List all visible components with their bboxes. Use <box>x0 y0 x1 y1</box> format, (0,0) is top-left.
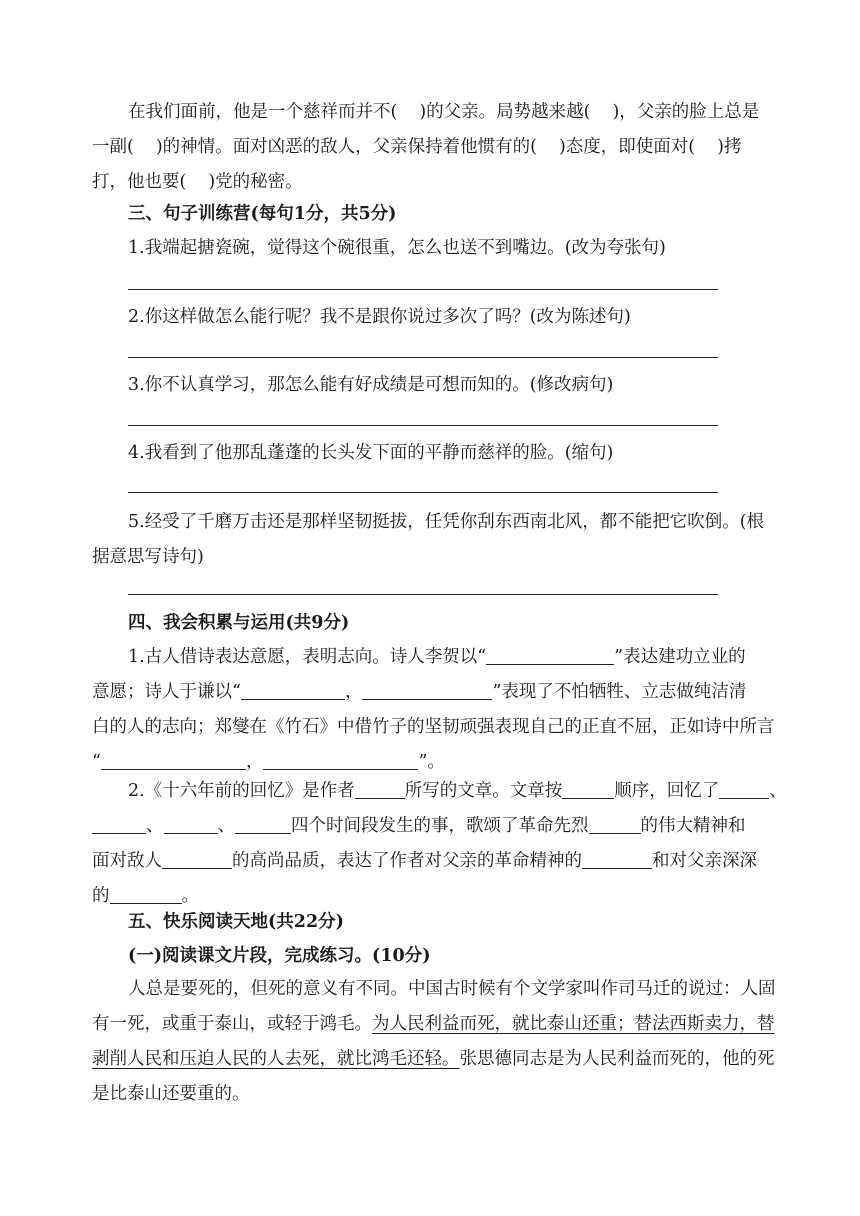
text: 的高尚品质，表达了作者对父亲的革命精神的 <box>232 851 582 871</box>
question-3-4: 4.我看到了他那乱蓬蓬的长头发下面的平静而慈祥的脸。(缩句) <box>128 443 614 463</box>
fill-blank[interactable] <box>92 815 146 834</box>
fill-blank[interactable] <box>101 751 246 770</box>
text: 在我们面前，他是一个慈祥而并不( <box>128 102 398 122</box>
question-4-1 <box>92 640 775 780</box>
answer-line[interactable] <box>128 289 718 290</box>
fill-blank[interactable] <box>241 681 345 700</box>
question-3-5 <box>92 505 768 575</box>
text: 顺序，回忆了 <box>614 781 720 801</box>
fill-blank[interactable] <box>362 681 492 700</box>
text: 据意思写诗句) <box>92 547 204 567</box>
text: 是比泰山还要重的。 <box>92 1084 250 1104</box>
answer-line[interactable] <box>128 492 718 493</box>
text: 的伟大精神和 <box>640 816 746 836</box>
text: )，父亲的脸上总是 <box>612 102 760 122</box>
text: 、 <box>217 816 235 836</box>
text: 打，他也要( <box>92 172 187 192</box>
fill-blank[interactable] <box>562 780 614 799</box>
text: 2.《十六年前的回忆》是作者 <box>128 781 355 801</box>
text: “ <box>92 752 101 772</box>
text: 有一死，或重于泰山，或轻于鸿毛。 <box>92 1014 372 1034</box>
text: 四个时间段发生的事，歌颂了革命先烈 <box>291 816 589 836</box>
text: 、 <box>769 781 787 801</box>
section-3-heading: 三、句子训练营(每句1分，共5分) <box>128 204 397 224</box>
text: 1.古人借诗表达意愿，表明志向。诗人李贺以“ <box>128 647 487 667</box>
fill-blank[interactable] <box>164 815 218 834</box>
text: 所写的文章。文章按 <box>404 781 563 801</box>
text: )的父亲。局势越来越( <box>419 102 591 122</box>
text: 和对父亲深深 <box>652 851 757 871</box>
question-3-2: 2.你这样做怎么能行呢？我不是跟你说过多次了吗？(改为陈述句) <box>128 307 631 327</box>
text: 人总是要死的，但死的意义有不同。中国古时候有个文学家叫作司马迁的说过：人固 <box>128 979 776 999</box>
text: 5.经受了千磨万击还是那样坚韧挺拔，任凭你刮东西南北风，都不能把它吹倒。(根 <box>128 512 765 532</box>
text: 张思德同志是为人民利益而死的，他的死 <box>459 1049 775 1069</box>
intro-paragraph <box>92 95 768 200</box>
answer-line[interactable] <box>128 594 718 595</box>
text: )的神情。面对凶恶的敌人，父亲保持着他惯有的( <box>155 137 537 157</box>
fill-blank[interactable] <box>162 850 232 869</box>
text: 。 <box>181 886 199 906</box>
fill-blank[interactable] <box>719 780 769 799</box>
reading-passage <box>92 972 776 1112</box>
question-3-3: 3.你不认真学习，那怎么能有好成绩是可想而知的。(修改病句) <box>128 375 614 395</box>
fill-blank[interactable] <box>486 646 614 665</box>
fill-blank[interactable] <box>110 885 182 904</box>
text: ， <box>344 682 363 702</box>
fill-blank[interactable] <box>263 751 418 770</box>
text: )拷 <box>717 137 742 157</box>
fill-blank[interactable] <box>355 780 405 799</box>
question-4-2 <box>92 774 787 914</box>
text: 的 <box>92 886 110 906</box>
fill-blank[interactable] <box>582 850 652 869</box>
text: ， <box>245 752 264 772</box>
fill-blank[interactable] <box>235 815 291 834</box>
text: )党的秘密。 <box>208 172 303 192</box>
text: 一副( <box>92 137 134 157</box>
text: )态度，即使面对( <box>558 137 696 157</box>
question-3-1: 1.我端起搪瓷碗，觉得这个碗很重，怎么也送不到嘴边。(改为夸张句) <box>128 238 666 258</box>
subsection-heading: (一)阅读课文片段，完成练习。(10分) <box>128 946 431 966</box>
section-5-heading: 五、快乐阅读天地(共22分) <box>128 912 344 932</box>
answer-line[interactable] <box>128 425 718 426</box>
text: 白的人的志向；郑燮在《竹石》中借竹子的坚韧顽强表现自己的正直不屈，正如诗中所言 <box>92 717 775 737</box>
answer-line[interactable] <box>128 357 718 358</box>
underlined-text: 剥削人民和压迫人民的人去死，就比鸿毛还轻。 <box>92 1049 460 1069</box>
text: ”表达建功立业的 <box>614 647 746 667</box>
text: 意愿；诗人于谦以“ <box>92 682 241 702</box>
section-4-heading: 四、我会积累与运用(共9分) <box>128 613 350 633</box>
text: 面对敌人 <box>92 851 162 871</box>
underlined-text: 为人民利益而死，就比泰山还重；替法西斯卖力，替 <box>372 1014 775 1034</box>
text: ”表现了不怕牺牲、立志做纯洁清 <box>492 682 747 702</box>
text: 、 <box>146 816 164 836</box>
text: ”。 <box>418 752 445 772</box>
fill-blank[interactable] <box>589 815 641 834</box>
